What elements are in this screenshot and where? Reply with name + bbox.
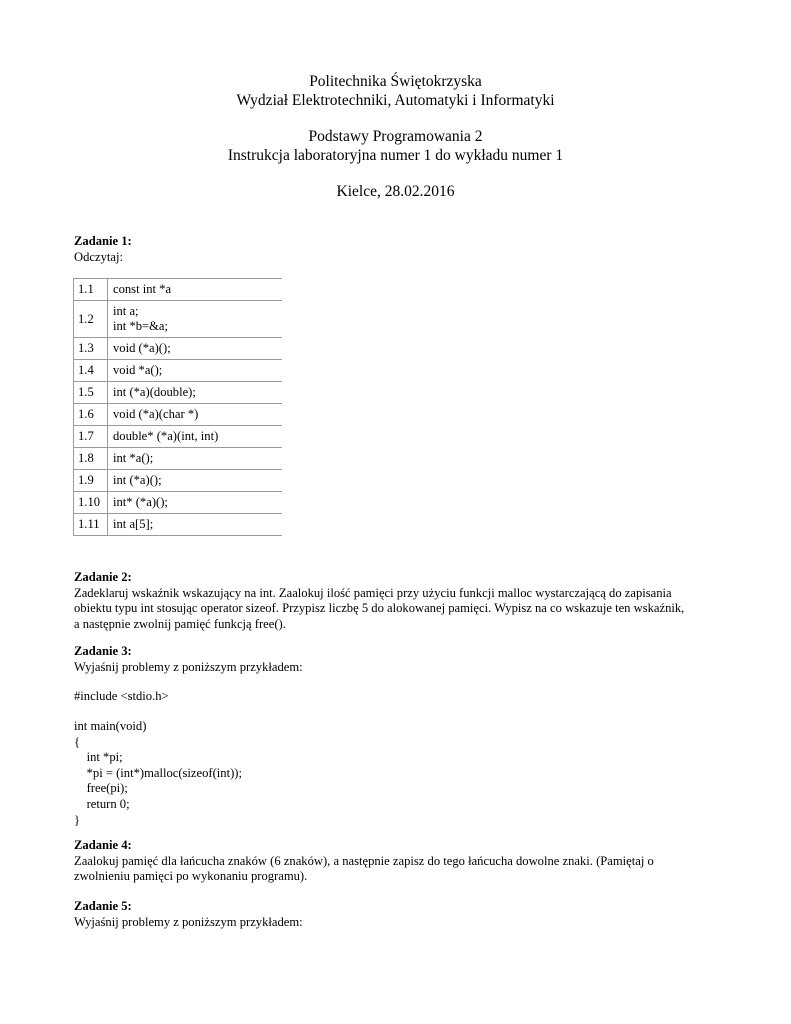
row-code <box>108 492 283 514</box>
task2-line-1: Zadeklaruj wskaźnik wskazujący na int. Zaalokuj ilość pamięci przy użyciu funkcji malloc wystarczającą do zapisania <box>74 585 672 600</box>
table-row <box>74 338 283 360</box>
code-text: int* (*a)(); <box>113 495 168 509</box>
code-text: int *a(); <box>113 451 154 465</box>
instruction-title: Instrukcja laboratoryjna numer 1 do wykładu numer 1 <box>227 147 564 164</box>
code-text: int (*a)(); <box>113 473 162 487</box>
code-line: *pi = (int*)malloc(sizeof(int)); <box>74 765 242 780</box>
row-number: 1.10 <box>74 492 108 514</box>
row-code <box>108 404 283 426</box>
code-text: int a; <box>113 304 139 318</box>
task5-section <box>74 899 724 930</box>
place-date <box>0 182 791 201</box>
row-code <box>108 301 283 338</box>
row-number: 1.4 <box>74 360 108 382</box>
table-row <box>74 492 283 514</box>
table-row <box>74 514 283 536</box>
table-row <box>74 470 283 492</box>
code-text: void (*a)(char *) <box>113 407 199 421</box>
code-line-include: #include <stdio.h> <box>74 689 169 703</box>
task3-heading: Zadanie 3: <box>74 644 132 658</box>
table-row <box>74 404 283 426</box>
table-row <box>74 426 283 448</box>
task1-table <box>73 278 282 536</box>
task4-heading: Zadanie 4: <box>74 838 132 852</box>
table-row <box>74 301 283 338</box>
task3-section <box>74 644 724 675</box>
row-number: 1.8 <box>74 448 108 470</box>
row-number: 1.1 <box>74 279 108 301</box>
task2-line-3: a następnie zwolnij pamięć funkcją free(). <box>74 616 286 631</box>
task5-heading: Zadanie 5: <box>74 899 132 913</box>
code-text: void (*a)(); <box>113 341 171 355</box>
row-number: 1.9 <box>74 470 108 492</box>
place-date-text: Kielce, 28.02.2016 <box>336 183 455 200</box>
table-row <box>74 279 283 301</box>
task2-section <box>74 570 724 632</box>
task2-heading: Zadanie 2: <box>74 570 132 584</box>
row-number: 1.3 <box>74 338 108 360</box>
task5-intro: Wyjaśnij problemy z poniższym przykładem: <box>74 914 303 929</box>
code-text: double* (*a)(int, int) <box>113 429 219 443</box>
task4-section <box>74 838 724 885</box>
row-code <box>108 279 283 301</box>
task4-line-2: zwolnieniu pamięci po wykonaniu programu). <box>74 869 308 884</box>
code-text: const int *a <box>113 282 172 296</box>
row-number: 1.7 <box>74 426 108 448</box>
row-code <box>108 448 283 470</box>
code-line: } <box>74 812 81 827</box>
row-code <box>108 382 283 404</box>
row-code <box>108 360 283 382</box>
task3-intro: Wyjaśnij problemy z poniższym przykładem: <box>74 659 303 674</box>
document-header <box>0 72 791 110</box>
code-line: { <box>74 734 81 749</box>
code-text: int a[5]; <box>113 517 154 531</box>
task4-line-1: Zaalokuj pamięć dla łańcucha znaków (6 znaków), a następnie zapisz do tego łańcucha dowolne znaki. (Pamiętaj o <box>74 853 654 868</box>
code-line: return 0; <box>74 796 130 811</box>
row-number: 1.11 <box>74 514 108 536</box>
code-line: int *pi; <box>74 750 123 765</box>
row-number: 1.5 <box>74 382 108 404</box>
code-line: int main(void) <box>74 719 147 733</box>
row-code <box>108 426 283 448</box>
code-text: int *b=&a; <box>113 319 169 333</box>
task1-heading: Zadanie 1: <box>74 234 132 248</box>
course-title: Podstawy Programowania 2 <box>308 128 483 145</box>
task1-section <box>74 234 724 265</box>
row-number: 1.2 <box>74 301 108 338</box>
task3-code-block <box>74 719 724 828</box>
code-text: int (*a)(double); <box>113 385 196 399</box>
row-code <box>108 514 283 536</box>
task2-line-2: obiektu typu int stosując operator sizeof. Przypisz liczbę 5 do alokowanej pamięci. Wypisz na co wskazuje ten wskaźnik, <box>74 601 685 616</box>
table-row <box>74 360 283 382</box>
faculty-name: Wydział Elektrotechniki, Automatyki i Informatyki <box>236 92 555 109</box>
table-row <box>74 448 283 470</box>
task1-intro: Odczytaj: <box>74 249 123 264</box>
task3-include <box>74 689 724 705</box>
code-line: free(pi); <box>74 781 128 796</box>
row-number: 1.6 <box>74 404 108 426</box>
row-code <box>108 338 283 360</box>
row-code <box>108 470 283 492</box>
code-text: void *a(); <box>113 363 163 377</box>
university-name: Politechnika Świętokrzyska <box>309 73 482 90</box>
course-header <box>0 127 791 165</box>
table-row <box>74 382 283 404</box>
